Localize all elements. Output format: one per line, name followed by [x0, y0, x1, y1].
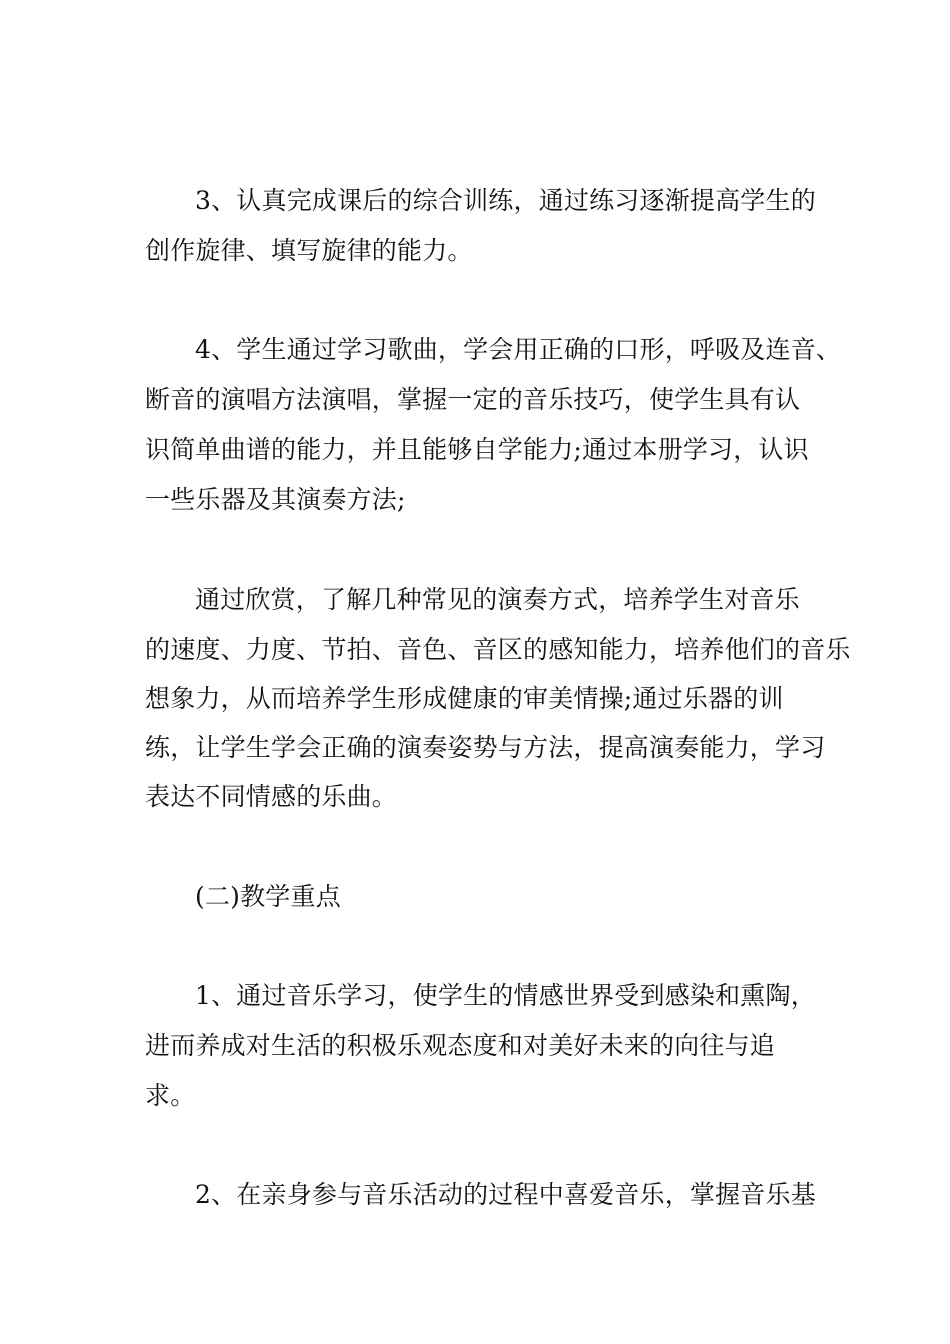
paragraph-line: 识简单曲谱的能力，并且能够自学能力;通过本册学习，认识 — [145, 435, 809, 464]
paragraph-line: 创作旋律、填写旋律的能力。 — [145, 236, 473, 265]
paragraph-line: 4、学生通过学习歌曲，学会用正确的口形，呼吸及连音、 — [195, 335, 842, 364]
paragraph-line: 的速度、力度、节拍、音色、音区的感知能力，培养他们的音乐 — [145, 635, 851, 664]
paragraph-line: 3、认真完成课后的综合训练，通过练习逐渐提高学生的 — [195, 186, 816, 215]
paragraph-line: 想象力，从而培养学生形成健康的审美情操;通过乐器的训 — [145, 684, 784, 713]
paragraph-line: 进而养成对生活的积极乐观态度和对美好未来的向往与追 — [145, 1031, 776, 1060]
paragraph-line: 通过欣赏，了解几种常见的演奏方式，培养学生对音乐 — [195, 585, 800, 614]
paragraph-line: 表达不同情感的乐曲。 — [145, 782, 398, 811]
paragraph-line: 2、在亲身参与音乐活动的过程中喜爱音乐，掌握音乐基 — [195, 1180, 816, 1209]
section-heading: (二)教学重点 — [195, 882, 341, 911]
paragraph-line: 一些乐器及其演奏方法; — [145, 485, 406, 514]
paragraph-line: 求。 — [145, 1081, 196, 1110]
paragraph-line: 断音的演唱方法演唱，掌握一定的音乐技巧，使学生具有认 — [145, 385, 801, 414]
paragraph-line: 练，让学生学会正确的演奏姿势与方法，提高演奏能力，学习 — [145, 733, 826, 762]
paragraph-line: 1、通过音乐学习，使学生的情感世界受到感染和熏陶， — [195, 981, 816, 1010]
